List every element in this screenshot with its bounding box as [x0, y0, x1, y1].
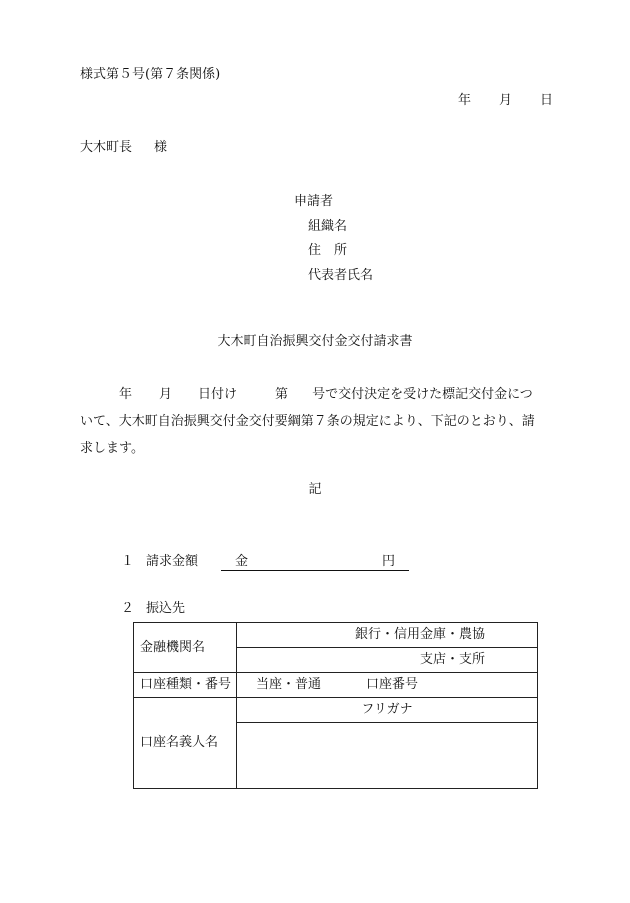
account-type-label-cell [134, 673, 237, 698]
yen-label: 円 [382, 554, 396, 569]
institution-label-cell [134, 623, 237, 673]
applicant-block [294, 190, 373, 288]
furigana-label: フリガナ [361, 702, 413, 717]
body-dated: 日付け [198, 387, 238, 402]
account-type-label: 口座種類・番号 [140, 677, 232, 692]
addressee [80, 140, 167, 156]
date-month-label: 月 [499, 93, 513, 108]
addressee-honorific: 様 [154, 140, 168, 155]
account-types: 当座・普通 [256, 677, 322, 692]
account-number-label: 口座番号 [366, 677, 419, 692]
body-paragraph [80, 381, 550, 462]
body-number-prefix: 第 [275, 387, 289, 402]
item-transfer-destination [121, 601, 185, 617]
institution-name-cell[interactable] [237, 623, 538, 648]
item2-label: 振込先 [146, 601, 186, 616]
holder-label-cell [134, 698, 237, 789]
organization-label: 組織名 [308, 218, 348, 234]
item2-number: ２ [121, 601, 135, 616]
body-month: 月 [159, 387, 173, 402]
account-type-cell[interactable] [237, 673, 538, 698]
body-sentence-1: 号で交付決定を受けた標記交付金につ [312, 387, 533, 402]
body-sentence-2: いて、大木町自治振興交付金交付要綱第７条の規定により、下記のとおり、請 [80, 414, 535, 429]
institution-label: 金融機関名 [140, 639, 206, 655]
institution-types: 銀行・信用金庫・農協 [354, 627, 485, 642]
item-claim-amount [121, 554, 409, 571]
bank-table [133, 622, 538, 789]
document-title: 大木町自治振興交付金交付請求書 [217, 334, 413, 349]
furigana-cell[interactable] [237, 698, 538, 723]
branch-name-cell[interactable] [237, 648, 538, 673]
kin-label: 金 [235, 554, 249, 569]
ki-heading: 記 [308, 482, 322, 497]
branch-types: 支店・支所 [419, 652, 485, 667]
form-number: 様式第５号(第７条関係) [80, 67, 221, 82]
item1-number: １ [121, 554, 135, 569]
item1-label: 請求金額 [146, 554, 199, 569]
holder-name-cell[interactable] [237, 723, 538, 789]
address-label: 住 所 [308, 243, 348, 258]
claim-amount-field[interactable] [221, 554, 409, 571]
date-year-label: 年 [458, 93, 472, 108]
date-day-label: 日 [540, 93, 554, 108]
body-year: 年 [119, 387, 133, 402]
date-line [458, 93, 553, 109]
body-sentence-3: 求します。 [80, 441, 144, 456]
holder-label: 口座名義人名 [140, 735, 219, 750]
addressee-name: 大木町長 [80, 140, 133, 155]
applicant-label: 申請者 [294, 194, 334, 209]
representative-label: 代表者氏名 [308, 267, 374, 283]
